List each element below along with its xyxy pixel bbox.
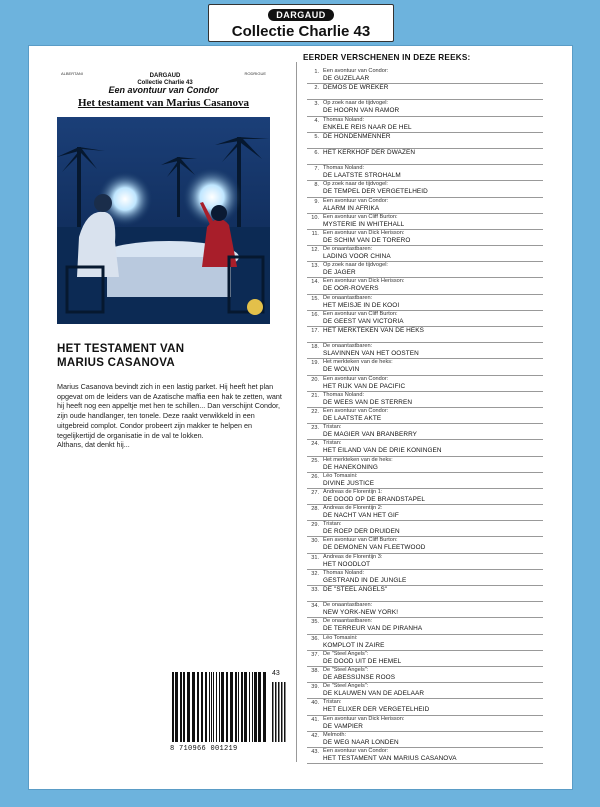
list-item-number: 37. xyxy=(311,651,319,658)
list-item-series: Andreas de Florentijn 2: xyxy=(323,505,383,512)
list-item-series: Tristan: xyxy=(323,521,342,528)
list-item-series: Een avontuur van Condor: xyxy=(323,68,389,74)
list-item xyxy=(307,683,543,699)
cover-title: Het testament van Marius Casanova xyxy=(77,97,250,109)
barcode-bar xyxy=(254,672,257,742)
list-item-title: DE GEEST VAN VICTORIA xyxy=(323,317,404,325)
list-item-number: 22. xyxy=(311,408,319,415)
cover-thumbnail xyxy=(57,69,270,324)
list-item-number: 40. xyxy=(311,700,319,707)
list-item-title: HET KERKHOF DER DWAZEN xyxy=(323,148,416,156)
list-item-number: 39. xyxy=(311,684,319,691)
list-item-title: ENKELE REIS NAAR DE HEL xyxy=(323,123,412,131)
series-title: Collectie Charlie 43 xyxy=(231,23,371,40)
list-item xyxy=(307,230,543,246)
list-item-title: DE JAGER xyxy=(323,269,356,277)
list-item-title: DE ROEP DER DRUIDEN xyxy=(323,528,400,536)
list-item xyxy=(307,343,543,359)
list-item xyxy=(307,359,543,375)
list-item-number: 21. xyxy=(311,392,319,399)
list-item-series: Een avontuur van Condor: xyxy=(323,407,389,414)
list-item-number: 5. xyxy=(314,133,319,140)
list-item xyxy=(307,457,543,473)
list-item-title: HET MEISJE IN DE KOOI xyxy=(323,301,400,309)
list-item-number: 19. xyxy=(311,360,319,367)
list-item-title: DE WEES VAN DE STERREN xyxy=(323,398,413,406)
list-item-series: Léo Tomasini: xyxy=(323,634,358,641)
list-item-title: DE KLAUWEN VAN DE ADELAAR xyxy=(323,690,425,698)
barcode-bar xyxy=(216,672,217,742)
list-item-number: 28. xyxy=(311,506,319,513)
series-header xyxy=(208,4,394,42)
list-item xyxy=(307,278,543,294)
barcode-bar xyxy=(252,672,253,742)
list-item-title: MYSTERIE IN WHITEHALL xyxy=(323,220,405,228)
barcode-bar xyxy=(209,672,210,742)
list-item xyxy=(307,311,543,327)
list-item-number: 38. xyxy=(311,667,319,674)
list-item-number: 23. xyxy=(311,425,319,432)
book-blurb: Marius Casanova bevindt zich in een lastig parket. Hij heeft het plan opgevat om de leiders van de Azatische maffia een hak te zetten, want hij heeft nog een appeltje met hen te schillen... Dan verschijnt Condor, zijn oude handlanger, ten tonele. Deze raakt verwikkeld in een uitgebreid complot. Condor probeert zijn makker te helpen en tegelijkertijd de organisatie in de val te lokken. Althans, dat denkt hij... xyxy=(57,382,282,450)
cover-publisher: DARGAUD xyxy=(149,73,181,79)
list-item-number: 35. xyxy=(311,619,319,626)
list-item xyxy=(307,586,543,602)
barcode-bar xyxy=(197,672,199,742)
barcode-bar xyxy=(172,672,174,742)
list-item-number: 4. xyxy=(314,117,319,124)
list-item-title: DE HOORN VAN RAMOR xyxy=(323,107,400,115)
list-item-number: 13. xyxy=(311,263,319,270)
list-item-series: Op zoek naar de tijdvogel: xyxy=(323,262,388,269)
list-item xyxy=(307,618,543,634)
cover-title-block xyxy=(57,69,270,117)
list-item-series: Een avontuur van Cliff Burton: xyxy=(323,310,398,317)
list-item xyxy=(307,149,543,165)
list-item-number: 17. xyxy=(311,328,319,334)
list-item-series: Een avontuur van Cliff Burton: xyxy=(323,537,398,544)
list-item-number: 26. xyxy=(311,473,319,480)
list-item-number: 10. xyxy=(311,214,319,221)
list-item xyxy=(307,602,543,618)
list-item-title: DE NACHT VAN HET GIF xyxy=(323,512,399,520)
list-item-number: 42. xyxy=(311,732,319,739)
list-item xyxy=(307,537,543,553)
list-item-series: Thomas Noland: xyxy=(323,391,365,398)
list-item xyxy=(307,376,543,392)
list-item-number: 30. xyxy=(311,538,319,545)
list-item-title: DE OOR-ROVERS xyxy=(323,285,379,293)
list-item-title: DEMOS DE WREKER xyxy=(323,84,389,92)
cover-author-right: RODRIGUE xyxy=(244,71,266,76)
list-item-series: Andreas de Florentijn 3: xyxy=(323,553,383,560)
list-item-number: 33. xyxy=(311,587,319,593)
list-item-number: 43. xyxy=(311,748,319,755)
barcode-bar xyxy=(180,672,182,742)
list-item-series: Thomas Noland: xyxy=(323,569,365,576)
list-item xyxy=(307,699,543,715)
list-item-series: Een avontuur van Dick Herisson: xyxy=(323,278,405,285)
list-item xyxy=(307,262,543,278)
list-item xyxy=(307,732,543,748)
list-item xyxy=(307,651,543,667)
list-item-number: 41. xyxy=(311,716,319,723)
list-item-series: Op zoek naar de tijdvogel: xyxy=(323,100,388,107)
list-item-series: Een avontuur van Dick Herisson: xyxy=(323,715,405,722)
list-item xyxy=(307,181,543,197)
list-item xyxy=(307,748,543,764)
series-list xyxy=(307,68,543,764)
cover-series: Collectie Charlie 43 xyxy=(137,80,193,86)
list-item-series: Melmoth: xyxy=(323,731,347,738)
list-item-number: 34. xyxy=(311,603,319,610)
list-item-title: HET MERKTEKEN VAN DE HEKS xyxy=(323,327,424,334)
list-item-series: Een avontuur van Cliff Burton: xyxy=(323,213,398,220)
list-item xyxy=(307,68,543,84)
list-item-series: Een avontuur van Condor: xyxy=(323,747,389,754)
list-item-title: DE WEG NAAR LONDEN xyxy=(323,738,399,746)
barcode-bar xyxy=(201,672,203,742)
barcode-bar xyxy=(187,672,190,742)
list-item-title: DE DOOD OP DE BRANDSTAPEL xyxy=(323,495,426,503)
cover-subtitle: Een avontuur van Condor xyxy=(108,85,219,95)
list-item-number: 36. xyxy=(311,635,319,642)
list-item-number: 14. xyxy=(311,279,319,286)
list-item-title: GESTRAND IN DE JUNGLE xyxy=(323,576,407,584)
list-item-number: 16. xyxy=(311,311,319,318)
list-item-title: LADING VOOR CHINA xyxy=(323,253,391,261)
cover-illustration xyxy=(57,117,270,324)
list-item-series: Tristan: xyxy=(323,440,342,447)
list-item-series: Een avontuur van Condor: xyxy=(323,197,389,204)
list-item-series: Léo Tomasini: xyxy=(323,472,358,479)
list-item-title: DE VAMPIER xyxy=(323,722,363,730)
barcode-bar xyxy=(249,672,250,742)
list-item xyxy=(307,489,543,505)
list-item-series: De onaantastbaren: xyxy=(323,294,373,301)
list-item-title: DE TERREUR VAN DE PIRANHA xyxy=(323,625,423,633)
list-item-title: DE "STEEL ANGELS" xyxy=(323,586,388,593)
list-item xyxy=(307,84,543,100)
list-item-number: 1. xyxy=(314,69,319,75)
list-item xyxy=(307,473,543,489)
list-item-title: DE SCHIM VAN DE TORERO xyxy=(323,236,411,244)
list-item-title: DE HONDENMENNER xyxy=(323,132,391,140)
list-item-series: De "Steel Angels": xyxy=(323,650,369,657)
list-item-number: 2. xyxy=(314,85,319,92)
list-item-number: 6. xyxy=(314,149,319,156)
barcode-bar xyxy=(241,672,243,742)
list-item-number: 24. xyxy=(311,441,319,448)
list-item-series: De onaantastbaren: xyxy=(323,246,373,253)
list-item-number: 31. xyxy=(311,554,319,561)
barcode-addon-bar xyxy=(275,682,277,742)
list-item-number: 29. xyxy=(311,522,319,529)
barcode-bar xyxy=(205,672,207,742)
barcode-bar xyxy=(258,672,261,742)
list-item xyxy=(307,570,543,586)
barcode-bar xyxy=(235,672,237,742)
list-item-title: HET RIJK VAN DE PACIFIC xyxy=(323,382,406,390)
list-item xyxy=(307,440,543,456)
list-item xyxy=(307,521,543,537)
barcode-addon-bar xyxy=(272,682,274,742)
series-list-heading: EERDER VERSCHENEN IN DEZE REEKS: xyxy=(303,53,471,62)
list-item xyxy=(307,214,543,230)
list-item xyxy=(307,165,543,181)
list-item-title: DE DEMONEN VAN FLEETWOOD xyxy=(323,544,426,552)
barcode-addon-bar xyxy=(278,682,280,742)
barcode-bar xyxy=(238,672,239,742)
list-item-series: Op zoek naar de tijdvogel: xyxy=(323,181,388,188)
list-item xyxy=(307,505,543,521)
list-item-series: Tristan: xyxy=(323,424,342,431)
list-item-title: DE GUZELAAR xyxy=(323,75,370,82)
list-item-number: 15. xyxy=(311,295,319,302)
list-item-title: SLAVINNEN VAN HET OOSTEN xyxy=(323,350,419,358)
list-item-number: 32. xyxy=(311,570,319,577)
list-item-title: DIVINE JUSTICE xyxy=(323,479,375,487)
list-item-title: HET EILAND VAN DE DRIE KONINGEN xyxy=(323,447,442,455)
list-item-title: DE HANEKONING xyxy=(323,463,378,471)
barcode-addon-bar xyxy=(281,682,283,742)
list-item xyxy=(307,635,543,651)
list-item xyxy=(307,408,543,424)
list-item xyxy=(307,392,543,408)
list-item-title: ALARM IN AFRIKA xyxy=(323,204,380,212)
list-item xyxy=(307,716,543,732)
list-item-series: Het merkteken van de heks: xyxy=(323,359,393,366)
list-item-title: DE WOLVIN xyxy=(323,366,360,374)
barcode-bar xyxy=(175,672,178,742)
barcode-bar xyxy=(211,672,212,742)
column-divider xyxy=(296,62,297,762)
barcode-bar xyxy=(230,672,233,742)
list-item-title: DE DOOD UIT DE HEMEL xyxy=(323,657,402,665)
list-item-number: 25. xyxy=(311,457,319,464)
list-item-title: DE ABESSIJNSE ROOS xyxy=(323,673,396,681)
list-item xyxy=(307,327,543,343)
list-item-title: HET TESTAMENT VAN MARIUS CASANOVA xyxy=(323,754,457,762)
list-item xyxy=(307,667,543,683)
barcode-bar xyxy=(183,672,185,742)
list-item-series: Tristan: xyxy=(323,699,342,706)
publisher-logo: DARGAUD xyxy=(268,9,334,21)
list-item-series: De onaantastbaren: xyxy=(323,618,373,625)
list-item xyxy=(307,117,543,133)
list-item-series: De onaantastbaren: xyxy=(323,343,373,350)
barcode-bar xyxy=(219,672,220,742)
list-item-number: 12. xyxy=(311,247,319,254)
list-item xyxy=(307,424,543,440)
barcode-bar xyxy=(263,672,266,742)
list-item xyxy=(307,100,543,116)
barcode-bar xyxy=(192,672,195,742)
list-item-series: Een avontuur van Condor: xyxy=(323,375,389,382)
list-item xyxy=(307,295,543,311)
list-item-number: 3. xyxy=(314,101,319,108)
list-item-series: Thomas Noland: xyxy=(323,165,365,172)
list-item-series: Thomas Noland: xyxy=(323,116,365,123)
list-item-series: De "Steel Angels": xyxy=(323,666,369,673)
cover-author-left: ALBERTANI xyxy=(61,71,83,76)
list-item-title: KOMPLOT IN ZAIRE xyxy=(323,641,385,649)
book-title: HET TESTAMENT VAN MARIUS CASANOVA xyxy=(57,343,185,369)
list-item xyxy=(307,198,543,214)
list-item-title: HET NOODLOT xyxy=(323,560,371,568)
list-item-series: De onaantastbaren: xyxy=(323,602,373,609)
list-item-series: Een avontuur van Dick Herisson: xyxy=(323,229,405,236)
list-item-number: 7. xyxy=(314,166,319,173)
barcode-bar xyxy=(244,672,247,742)
barcode-bar xyxy=(226,672,228,742)
list-item xyxy=(307,246,543,262)
list-item xyxy=(307,554,543,570)
list-item-title: NEW YORK-NEW YORK! xyxy=(323,609,399,617)
list-item-title: DE LAATSTE STROHALM xyxy=(323,172,401,180)
list-item-title: HET ELIXER DER VERGETELHEID xyxy=(323,706,430,714)
list-item-title: DE LAATSTE AKTE xyxy=(323,414,382,422)
barcode-digits: 8 710966 001219 xyxy=(170,745,238,753)
list-item-number: 20. xyxy=(311,376,319,383)
list-item-number: 8. xyxy=(314,182,319,189)
list-item-series: De "Steel Angels": xyxy=(323,683,369,690)
list-item-number: 11. xyxy=(311,230,319,237)
barcode-addon: 43 xyxy=(272,670,280,677)
barcode-bar xyxy=(213,672,214,742)
list-item-series: Het merkteken van de heks: xyxy=(323,456,393,463)
list-item-number: 18. xyxy=(311,344,319,351)
list-item xyxy=(307,133,543,149)
list-item-number: 27. xyxy=(311,489,319,496)
list-item-title: DE MAGIER VAN BRANBERRY xyxy=(323,431,418,439)
list-item-number: 9. xyxy=(314,198,319,205)
barcode-addon-bar xyxy=(284,682,286,742)
barcode xyxy=(170,672,288,744)
list-item-series: Andreas de Florentijn 1: xyxy=(323,488,383,495)
list-item-title: DE TEMPEL DER VERGETELHEID xyxy=(323,188,428,196)
barcode-bar xyxy=(221,672,224,742)
